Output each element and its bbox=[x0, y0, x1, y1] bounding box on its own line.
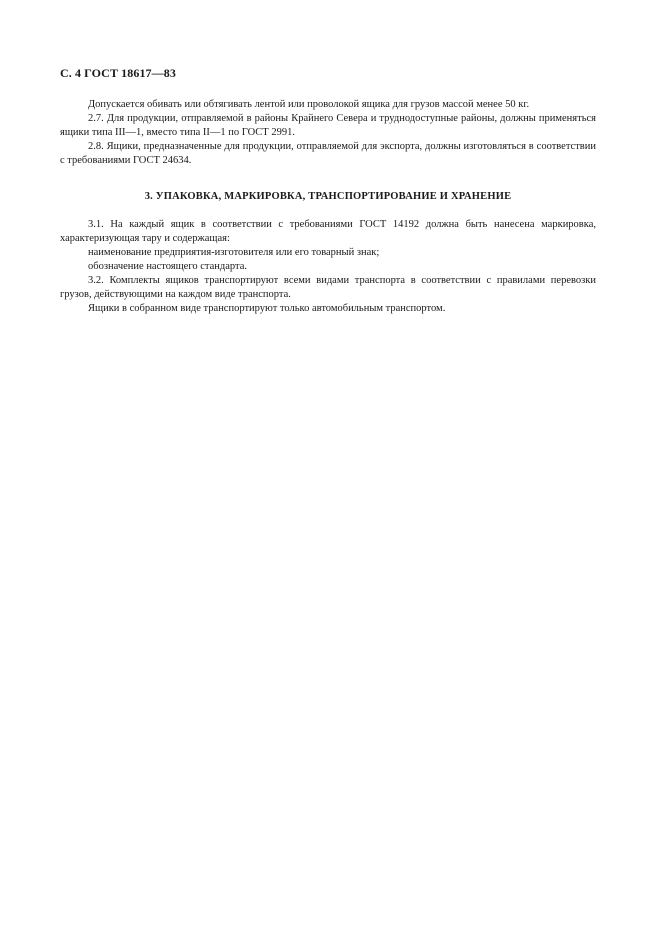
paragraph-packing-note: Допускается обивать или обтягивать лентой или проволокой ящика для грузов массой менее 50 кг. bbox=[88, 99, 530, 110]
section-3-body bbox=[60, 218, 596, 316]
section-3-heading: 3. УПАКОВКА, МАРКИРОВКА, ТРАНСПОРТИРОВАНИЕ И ХРАНЕНИЕ bbox=[144, 191, 512, 202]
section-2-continuation bbox=[60, 98, 596, 168]
list-item-manufacturer: наименование предприятия-изготовителя или его товарный знак; bbox=[88, 247, 380, 258]
paragraph-2-7: 2.7. Для продукции, отправляемой в районы Крайнего Севера и труднодоступные районы, должны применяться ящики типа III—1, вместо типа II—1 по ГОСТ 2991. bbox=[60, 113, 596, 138]
paragraph-assembled-transport: Ящики в собранном виде транспортируют только автомобильным транспортом. bbox=[88, 303, 446, 314]
paragraph-2-8: 2.8. Ящики, предназначенные для продукции, отправляемой для экспорта, должны изготовляться в соответствии с требованиями ГОСТ 24634. bbox=[60, 141, 596, 166]
list-item-standard: обозначение настоящего стандарта. bbox=[88, 261, 248, 272]
page-header: С. 4 ГОСТ 18617—83 bbox=[60, 66, 176, 80]
paragraph-3-2: 3.2. Комплекты ящиков транспортируют всеми видами транспорта в соответствии с правилами перевозки грузов, действующими на каждом виде транспорта. bbox=[60, 275, 596, 300]
paragraph-3-1: 3.1. На каждый ящик в соответствии с требованиями ГОСТ 14192 должна быть нанесена маркировка, характеризующая тару и содержащая: bbox=[60, 219, 596, 244]
